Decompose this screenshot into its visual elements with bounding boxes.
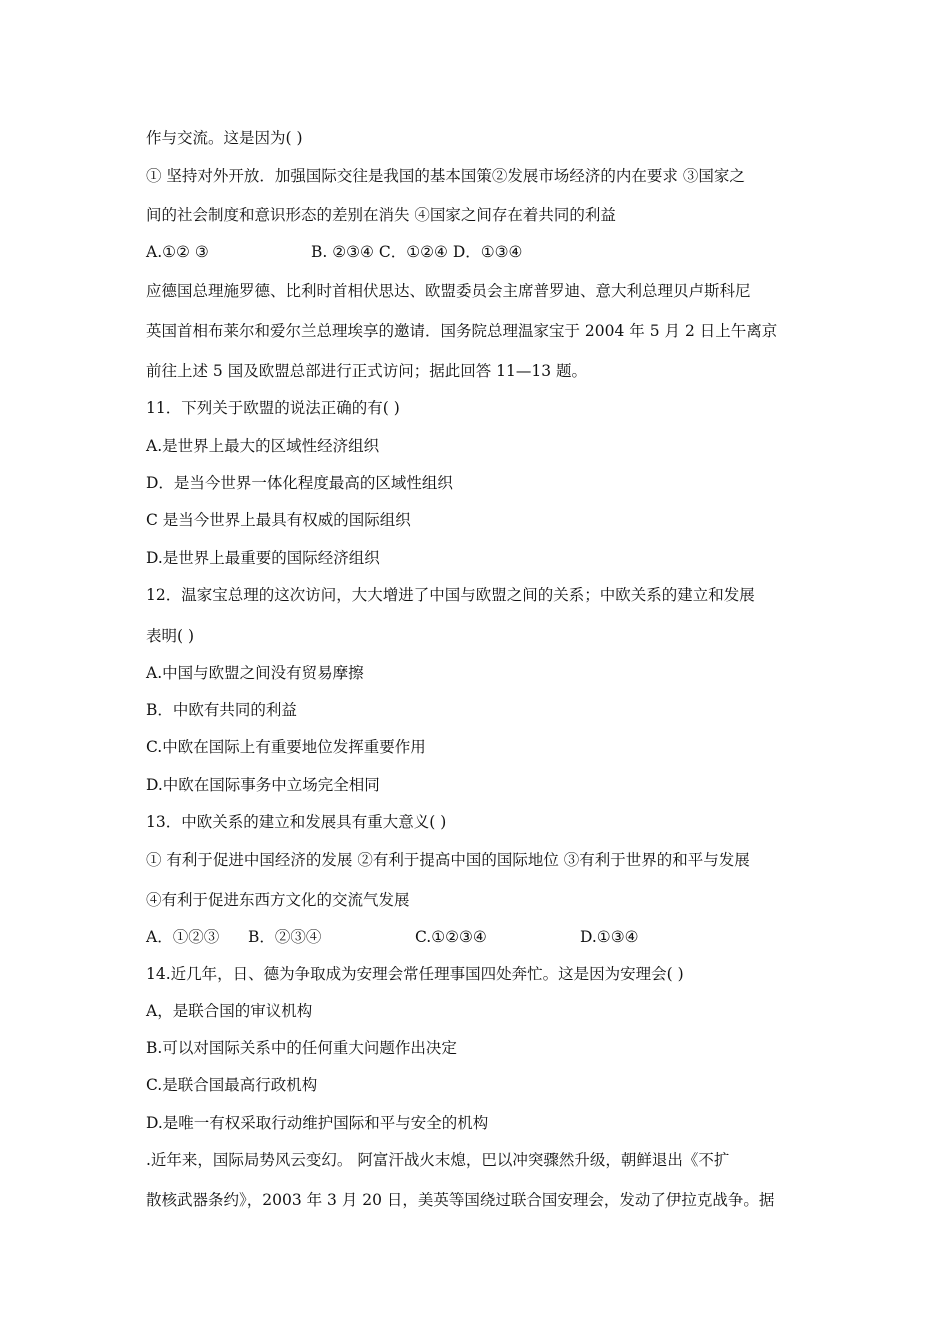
text-line: .近年来，国际局势风云变幻。 阿富汗战火末熄，巴以冲突骤然升级，朝鲜退出《不扩 bbox=[146, 1151, 730, 1169]
option-bcd: B. ②③④ C．①②④ D．①③④ bbox=[311, 243, 523, 261]
option-line: C.是联合国最高行政机构 bbox=[146, 1076, 318, 1094]
text-line: ① 有利于促进中国经济的发展 ②有利于提高中国的国际地位 ③有利于世界的和平与发展 bbox=[146, 851, 750, 869]
text-line: 前往上述 5 国及欧盟总部进行正式访问；据此回答 11—13 题。 bbox=[146, 362, 588, 380]
option-line: A.中国与欧盟之间没有贸易摩擦 bbox=[146, 664, 364, 682]
option-line: A.是世界上最大的区域性经济组织 bbox=[146, 437, 380, 455]
option-line: C.中欧在国际上有重要地位发挥重要作用 bbox=[146, 738, 426, 756]
option-line: D.中欧在国际事务中立场完全相同 bbox=[146, 776, 380, 794]
option-line: B.可以对国际关系中的任何重大问题作出决定 bbox=[146, 1039, 457, 1057]
option-a: A．①②③ bbox=[146, 928, 220, 946]
option-line: D．是当今世界一体化程度最高的区域性组织 bbox=[146, 474, 453, 492]
text-line: ④有利于促进东西方文化的交流气发展 bbox=[146, 891, 410, 909]
option-b: B．②③④ bbox=[248, 928, 322, 946]
text-line: ① 坚持对外开放．加强国际交往是我国的基本国策②发展市场经济的内在要求 ③国家之 bbox=[146, 167, 745, 185]
option-line: A，是联合国的审议机构 bbox=[146, 1002, 313, 1020]
option-c: C.①②③④ bbox=[415, 928, 487, 946]
text-line: 作与交流。这是因为( ) bbox=[146, 129, 303, 147]
option-line: C 是当今世界上最具有权威的国际组织 bbox=[146, 511, 411, 529]
options-q10 bbox=[146, 242, 522, 262]
option-line: D.是唯一有权采取行动维护国际和平与安全的机构 bbox=[146, 1114, 489, 1132]
option-d: D.①③④ bbox=[580, 928, 639, 946]
text-line: 散核武器条约》，2003 年 3 月 20 日，美英等国绕过联合国安理会，发动了伊拉克战争。据 bbox=[146, 1191, 775, 1209]
question-14: 14.近几年，日、德为争取成为安理会常任理事国四处奔忙。这是因为安理会( ) bbox=[146, 965, 684, 983]
question-12: 12．温家宝总理的这次访问，大大增进了中国与欧盟之间的关系；中欧关系的建立和发展 bbox=[146, 586, 755, 604]
options-q13 bbox=[146, 927, 639, 947]
text-line: 英国首相布莱尔和爱尔兰总理埃享的邀请．国务院总理温家宝于 2004 年 5 月 2 日上午离京 bbox=[146, 322, 778, 340]
text-line: 表明( ) bbox=[146, 627, 195, 645]
option-a: A.①② ③ bbox=[146, 243, 209, 261]
option-line: D.是世界上最重要的国际经济组织 bbox=[146, 549, 380, 567]
text-line: 间的社会制度和意识形态的差别在消失 ④国家之间存在着共同的利益 bbox=[146, 206, 616, 224]
question-13: 13．中欧关系的建立和发展具有重大意义( ) bbox=[146, 813, 447, 831]
option-line: B．中欧有共同的利益 bbox=[146, 701, 297, 719]
question-11: 11．下列关于欧盟的说法正确的有( ) bbox=[146, 399, 400, 417]
text-line: 应德国总理施罗德、比利时首相伏思达、欧盟委员会主席普罗迪、意大利总理贝卢斯科尼 bbox=[146, 282, 751, 300]
